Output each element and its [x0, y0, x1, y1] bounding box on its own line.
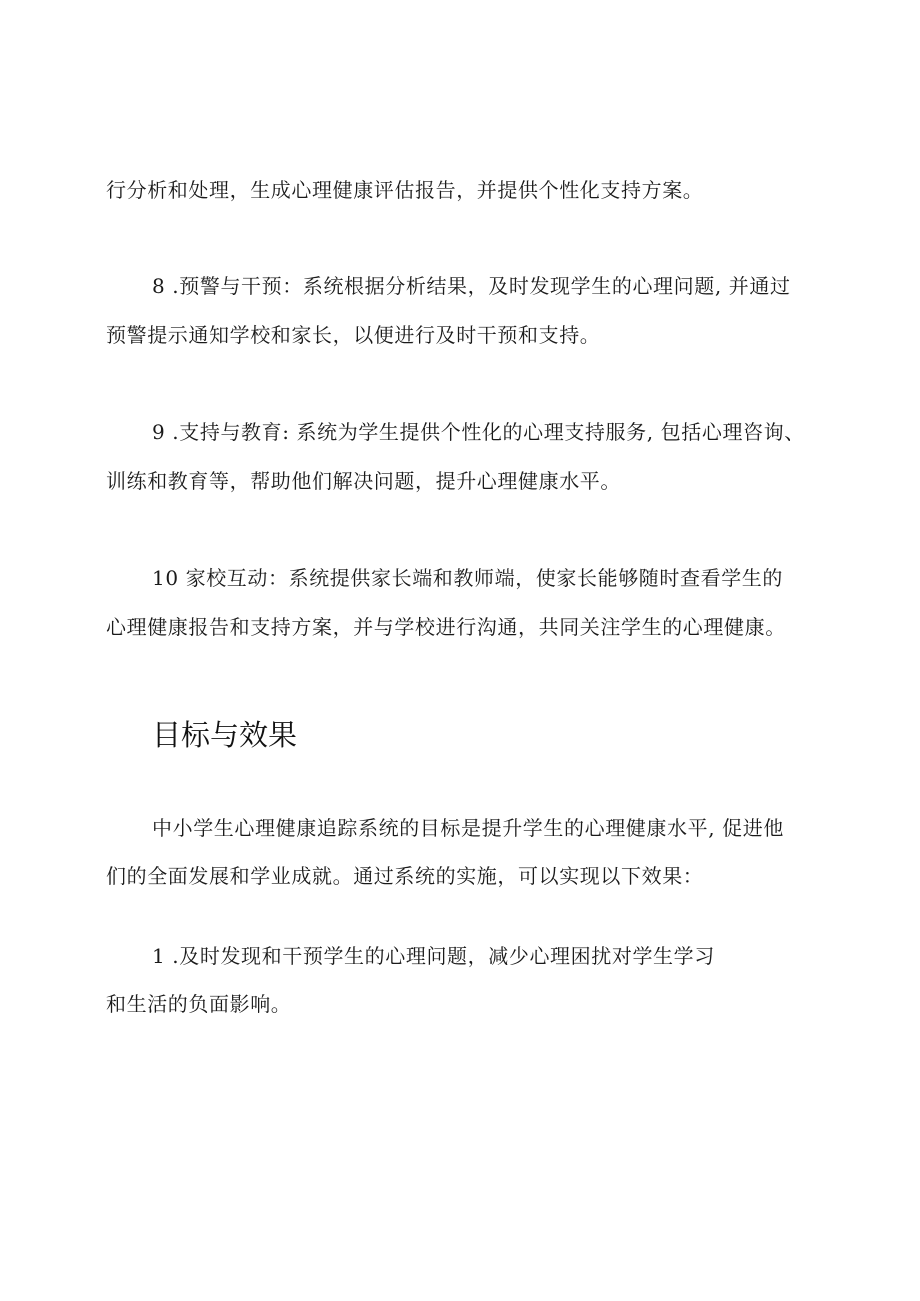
effect-1-line-2: 和生活的负面影响。 — [106, 992, 292, 1016]
item-9-line-1: 9 .支持与教育: 系统为学生提供个性化的心理支持服务, 包括心理咨询、 — [152, 420, 805, 444]
item-10-line-1: 10 家校互动：系统提供家长端和教师端，使家长能够随时查看学生的 — [152, 566, 784, 590]
effect-1-line-1: 1 .及时发现和干预学生的心理问题，减少心理困扰对学生学习 — [152, 944, 715, 968]
goals-paragraph-line-1: 中小学生心理健康追踪系统的目标是提升学生的心理健康水平, 促进他 — [152, 816, 784, 840]
item-8-line-2: 预警提示通知学校和家长，以便进行及时干预和支持。 — [106, 323, 601, 347]
continuation-text-line: 行分析和处理，生成心理健康评估报告，并提供个性化支持方案。 — [106, 178, 704, 202]
item-10-line-2: 心理健康报告和支持方案，并与学校进行沟通，共同关注学生的心理健康。 — [106, 615, 786, 639]
item-9-line-2: 训练和教育等，帮助他们解决问题，提升心理健康水平。 — [106, 469, 621, 493]
goals-paragraph-line-2: 们的全面发展和学业成就。通过系统的实施，可以实现以下效果： — [106, 864, 704, 888]
section-heading-goals: 目标与效果 — [152, 718, 298, 752]
item-8-line-1: 8 .预警与干预：系统根据分析结果，及时发现学生的心理问题, 并通过 — [152, 274, 791, 298]
